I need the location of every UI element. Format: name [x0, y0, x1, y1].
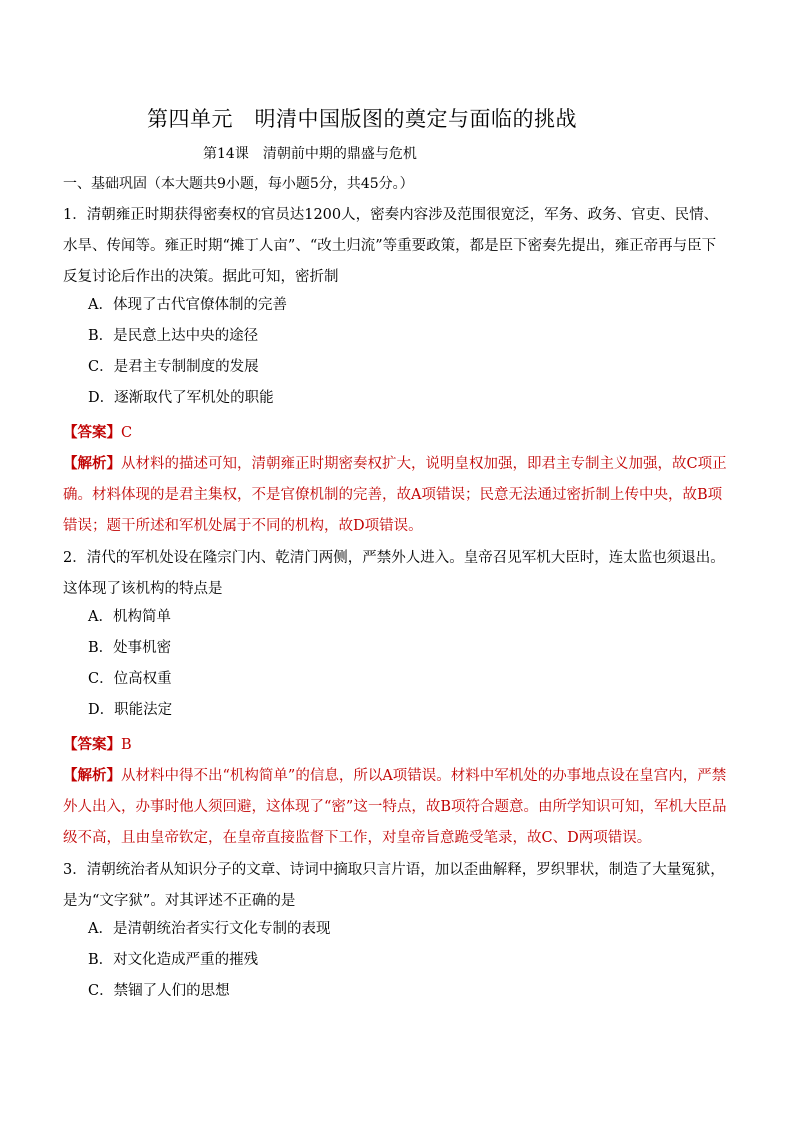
- question-2-stem: 2．清代的军机处设在隆宗门内、乾清门两侧，严禁外人进入。皇帝召见军机大臣时，连太监也须退出。这体现了该机构的特点是: [63, 550, 725, 597]
- question-1-option-c: C．是君主专制制度的发展: [88, 359, 259, 375]
- question-2-analysis: [63, 760, 729, 854]
- question-1-stem: 1．清朝雍正时期获得密奏权的官员达1200人，密奏内容涉及范围很宽泛，军务、政务、官吏、民情、水旱、传闻等。雍正时期“摊丁人亩”、“改土归流”等重要政策，都是臣下密奏先提出，雍正帝再与臣下反复讨论后作出的决策。据此可知，密折制: [63, 207, 719, 285]
- unit-title: 第四单元 明清中国版图的奠定与面临的挑战: [147, 107, 577, 131]
- lesson-title: 第14课 清朝前中期的鼎盛与危机: [203, 146, 417, 162]
- question-2-option-d: D．职能法定: [88, 702, 173, 718]
- analysis-label: 【解析】: [63, 767, 121, 784]
- question-1-option-d: D．逐渐取代了军机处的职能: [88, 390, 274, 406]
- question-3-stem: 3．清朝统治者从知识分子的文章、诗词中摘取只言片语，加以歪曲解释，罗织罪状，制造了大量冤狱，是为“文字狱”。对其评述不正确的是: [63, 862, 725, 909]
- question-3-option-a: A．是清朝统治者实行文化专制的表现: [88, 921, 331, 937]
- answer-label: 【答案】: [63, 424, 121, 441]
- question-1-option-b: B．是民意上达中央的途径: [88, 328, 259, 344]
- analysis-label: 【解析】: [63, 455, 121, 472]
- question-2-option-a: A．机构简单: [88, 609, 171, 625]
- answer-value: B: [121, 737, 132, 753]
- answer-label: 【答案】: [63, 736, 121, 753]
- section-header: 一、基础巩固（本大题共9小题，每小题5分，共45分。）: [63, 176, 414, 192]
- question-3-option-c: C．禁锢了人们的思想: [88, 983, 230, 999]
- analysis-text: 从材料的描述可知，清朝雍正时期密奏权扩大，说明皇权加强，即君主专制主义加强，故C项正确。材料体现的是君主集权，不是官僚机制的完善，故A项错误；民意无法通过密折制上传中央，故B项错误；题干所述和军机处属于不同的机构，故D项错误。: [63, 456, 727, 534]
- question-1-answer: [63, 417, 729, 449]
- question-2-option-c: C．位高权重: [88, 671, 172, 687]
- answer-value: C: [121, 425, 133, 441]
- analysis-text: 从材料中得不出“机构简单”的信息，所以A项错误。材料中军机处的办事地点设在皇宫内，严禁外人出入，办事时他人须回避，这体现了“密”这一特点，故B项符合题意。由所学知识可知，军机大臣品级不高，且由皇帝钦定，在皇帝直接监督下工作，对皇帝旨意跪受笔录，故C、D两项错误。: [63, 768, 727, 846]
- question-2-option-b: B．处事机密: [88, 640, 172, 656]
- question-1-option-a: A．体现了古代官僚体制的完善: [88, 297, 287, 313]
- question-1-analysis: [63, 448, 729, 542]
- question-3-option-b: B．对文化造成严重的摧残: [88, 952, 259, 968]
- question-2-answer: [63, 729, 729, 761]
